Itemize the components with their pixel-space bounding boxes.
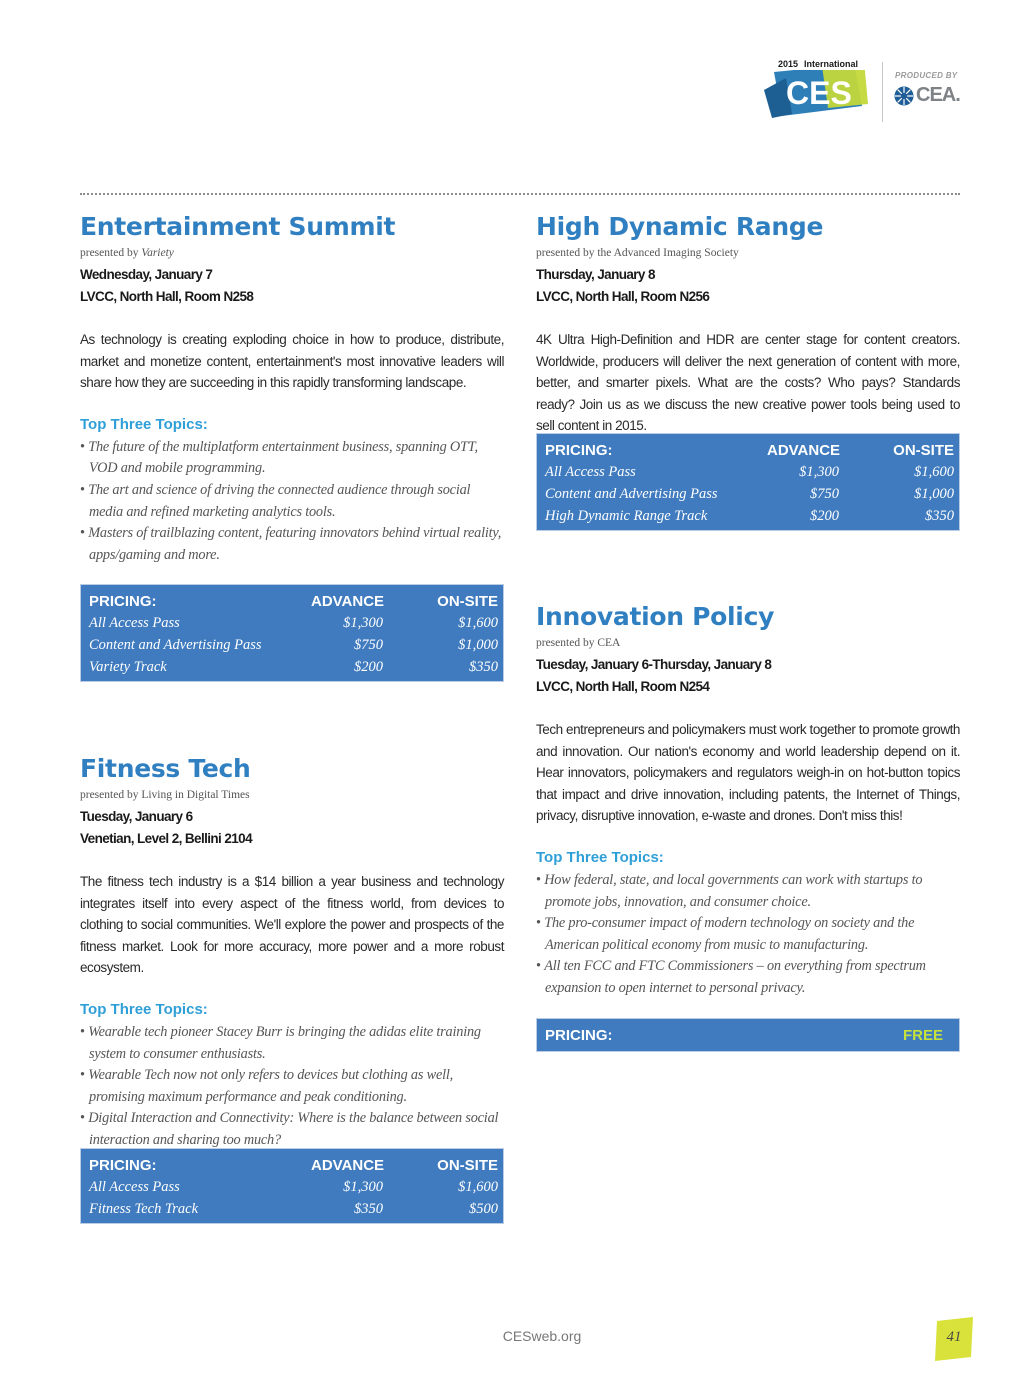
event-date: Tuesday, January 6 (80, 809, 193, 824)
pricing-header-advance: ADVANCE (311, 1156, 385, 1174)
topics-list (80, 1022, 504, 1152)
onsite-price: $350 (469, 658, 498, 675)
pass-name: Content and Advertising Pass (545, 485, 718, 502)
topic-item: • The art and science of driving the connected audience through social media and refined marketing analytics tools. (80, 481, 471, 520)
pass-name: All Access Pass (89, 614, 180, 631)
onsite-price: $1,600 (458, 1178, 498, 1195)
section-description: Tech entrepreneurs and policymakers must work together to promote growth and innovation. Our nation's economy and world leadership depend on it. Hear innovators, policymakers and regulators weigh-in on hot-button topics that impact and drive innovation, including patents, the Internet of Things, privacy, disruptive innovation, e-waste and drones. Don't miss this! (536, 722, 960, 824)
pricing-header-onsite: ON-SITE (437, 592, 498, 610)
onsite-price: $1,000 (914, 485, 954, 502)
topic-item: • The pro-consumer impact of modern technology on society and the American political economy from music to manufacturing. (536, 915, 915, 953)
section-title: Fitness Tech (80, 754, 251, 783)
section-entertainment-summit (80, 212, 504, 566)
section-title: Entertainment Summit (80, 212, 396, 241)
section-fitness-tech (80, 754, 504, 1152)
presented-by-prefix: presented by (536, 637, 598, 649)
pricing-row (81, 612, 503, 634)
event-location: LVCC, North Hall, Room N254 (536, 679, 710, 694)
logo-separator (882, 62, 883, 122)
topic-item: • Wearable Tech now not only refers to devices but clothing as well, promising maximum performance and peak conditioning. (80, 1067, 454, 1105)
topic-item: • Wearable tech pioneer Stacey Burr is bringing the adidas elite training system to consumer enthusiasts. (80, 1023, 481, 1062)
free-price-badge: FREE (902, 1026, 943, 1044)
advance-price: $200 (354, 658, 383, 675)
pricing-free-row (537, 1024, 959, 1046)
pass-name: Fitness Tech Track (89, 1200, 199, 1217)
dotted-divider (80, 193, 960, 195)
event-when (80, 806, 504, 850)
topic-item: • All ten FCC and FTC Commissioners – on everything from spectrum expansion to open internet to personal privacy. (536, 958, 926, 996)
topics-heading: Top Three Topics: (80, 1000, 208, 1018)
event-when (536, 264, 960, 308)
ces-logo-year: 2015 (778, 59, 799, 69)
ces-logo-label: International (804, 59, 859, 69)
pricing-header-row (537, 439, 959, 461)
pricing-header-label: PRICING: (89, 592, 157, 610)
cea-logo (893, 84, 960, 107)
event-date: Wednesday, January 7 (80, 267, 213, 282)
advance-price: $1,300 (799, 463, 839, 480)
event-date: Tuesday, January 6-Thursday, January 8 (536, 657, 772, 672)
page-number-badge (935, 1317, 975, 1361)
pricing-header-advance: ADVANCE (311, 592, 385, 610)
topics-heading: Top Three Topics: (80, 415, 208, 433)
footer-url: CESweb.org (502, 1328, 582, 1344)
pricing-row (537, 505, 959, 527)
pass-name: Content and Advertising Pass (89, 636, 262, 653)
cea-logo-text: CEA. (916, 84, 960, 106)
section-high-dynamic-range (536, 212, 960, 437)
pricing-header-onsite: ON-SITE (437, 1156, 498, 1174)
advance-price: $350 (354, 1200, 383, 1217)
presented-by-prefix: presented by (536, 247, 598, 259)
onsite-price: $1,000 (458, 636, 498, 653)
pricing-row (81, 656, 503, 678)
event-date: Thursday, January 8 (536, 267, 655, 282)
pricing-row (81, 634, 503, 656)
advance-price: $1,300 (343, 614, 383, 631)
onsite-price: $1,600 (914, 463, 954, 480)
pricing-row (81, 1198, 503, 1220)
pricing-header-label: PRICING: (89, 1156, 157, 1174)
topic-item: • The future of the multiplatform entertainment business, spanning OTT, VOD and mobile programming. (80, 438, 478, 477)
section-innovation-policy (536, 602, 960, 1000)
advance-price: $200 (810, 507, 839, 524)
onsite-price: $350 (925, 507, 954, 524)
pricing-table-fitness (80, 1148, 504, 1224)
presenter-name: the Advanced Imaging Society (597, 247, 739, 259)
advance-price: $750 (354, 636, 383, 653)
topics-list (80, 437, 504, 567)
produced-by-label: PRODUCED BY (895, 71, 958, 80)
event-when (80, 264, 504, 308)
pass-name: High Dynamic Range Track (545, 507, 708, 524)
pricing-row (537, 461, 959, 483)
advance-price: $750 (810, 485, 839, 502)
pricing-header-advance: ADVANCE (767, 441, 841, 459)
presenter-name: Variety (141, 247, 174, 259)
presenter-line (80, 245, 504, 261)
pricing-header-row (81, 590, 503, 612)
event-location: LVCC, North Hall, Room N258 (80, 289, 254, 304)
presenter-name: Living in Digital Times (141, 789, 250, 801)
presented-by-prefix: presented by (80, 789, 142, 801)
pass-name: All Access Pass (545, 463, 636, 480)
ces-logo (764, 56, 876, 118)
pricing-table-entertainment (80, 584, 504, 682)
advance-price: $1,300 (343, 1178, 383, 1195)
section-description: The fitness tech industry is a $14 billion a year business and technology integrates itself into every aspect of the fitness world, from devices to clothing to social communities. We'll explore the power and prospects of the fitness market. Look for more accuracy, more power and a more robust ecosystem. (80, 874, 504, 976)
topic-item: • Masters of trailblazing content, featuring innovators behind virtual reality, apps/gaming and more. (80, 525, 502, 563)
pricing-header-label: PRICING: (545, 441, 613, 459)
presenter-line (80, 787, 504, 803)
pricing-row (537, 483, 959, 505)
presenter-line (536, 635, 960, 651)
topics-heading: Top Three Topics: (536, 848, 664, 866)
event-location: LVCC, North Hall, Room N256 (536, 289, 710, 304)
pricing-table-innovation (536, 1018, 960, 1052)
presenter-line (536, 245, 960, 261)
ces-logo-brand: CES (786, 75, 852, 111)
presented-by-prefix: presented by (80, 247, 142, 259)
pricing-header-row (81, 1154, 503, 1176)
topics-list (536, 870, 960, 1000)
pricing-row (81, 1176, 503, 1198)
event-location: Venetian, Level 2, Bellini 2104 (80, 831, 252, 846)
pass-name: All Access Pass (89, 1178, 180, 1195)
topic-item: • Digital Interaction and Connectivity: Where is the balance between social interaction and sharing too much? (80, 1110, 499, 1148)
onsite-price: $500 (469, 1200, 498, 1217)
event-when (536, 654, 960, 698)
pass-name: Variety Track (89, 658, 167, 675)
pricing-header-onsite: ON-SITE (893, 441, 954, 459)
topic-item: • How federal, state, and local governments can work with startups to promote jobs, innovation, and consumer choice. (536, 871, 923, 910)
presenter-name: CEA (597, 637, 621, 649)
section-title: High Dynamic Range (536, 212, 824, 241)
pricing-header-label: PRICING: (545, 1026, 613, 1044)
section-title: Innovation Policy (536, 602, 775, 631)
section-description: 4K Ultra High-Definition and HDR are center stage for content creators. Worldwide, producers will deliver the next generation of content with more, better, and smarter pixels. What are the costs? Who pays? Standards ready? Join us as we discuss the new creative power tools being used to sell content in 2015. (536, 332, 960, 434)
page-number: 41 (946, 1329, 962, 1345)
cea-starburst-icon (893, 85, 915, 107)
pricing-table-hdr (536, 433, 960, 531)
onsite-price: $1,600 (458, 614, 498, 631)
section-description: As technology is creating exploding choice in how to produce, distribute, market and monetize content, entertainment's most innovative leaders will share how they are succeeding in this rapidly transforming landscape. (80, 332, 504, 391)
